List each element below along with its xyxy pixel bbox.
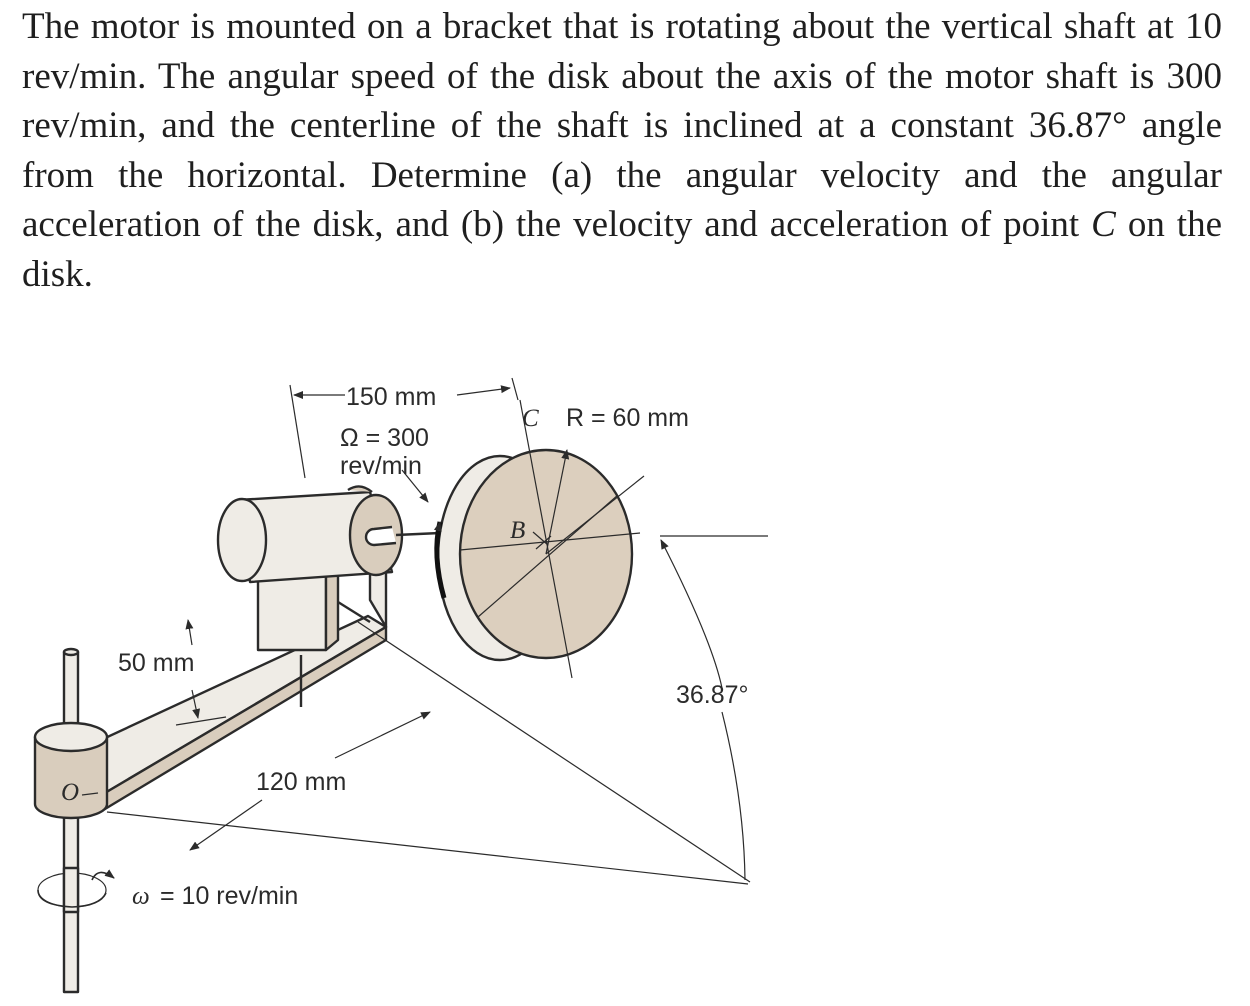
inclined-ref-line-upper <box>358 622 750 882</box>
dim-150-ext-left <box>290 385 305 478</box>
problem-text-2: on the disk. <box>22 204 1222 295</box>
omega-disk-label-2: rev/min <box>340 452 422 480</box>
disk <box>437 450 632 660</box>
point-c-label: C <box>522 405 539 432</box>
dim-150-ext-right <box>512 378 518 400</box>
angle-label: 36.87° <box>676 681 749 709</box>
inclined-ref-line-lower <box>107 812 748 884</box>
problem-text-1: The motor is mounted on a bracket that is rotating about the vertical shaft at 10 rev/min. The angular speed of the disk about the axis of the motor shaft is 300 rev/min, and the centerline of the shaft is inclined at a constant 36.87° angle from the horizontal. Determine (a) the angular velocity and the angular acceleration of the disk, and (b) the velocity and acceleration of point <box>22 6 1222 245</box>
vertical-shaft <box>64 649 78 992</box>
shaft-rotation-arrow <box>38 868 114 912</box>
motor-body <box>218 486 440 582</box>
point-o-label: O <box>61 779 80 806</box>
dim-50-label: 50 mm <box>118 649 195 677</box>
radius-label: R = 60 mm <box>566 404 689 432</box>
omega-shaft-label: = 10 rev/min <box>160 882 299 910</box>
dim-120-label: 120 mm <box>256 768 347 796</box>
dim-150-label: 150 mm <box>346 383 437 411</box>
point-b-label: B <box>510 517 526 544</box>
angle-arc <box>661 540 745 880</box>
omega-symbol: ω <box>132 883 150 910</box>
point-c-label-text: C <box>1091 204 1116 245</box>
omega-disk-label-1: Ω = 300 <box>340 424 429 452</box>
